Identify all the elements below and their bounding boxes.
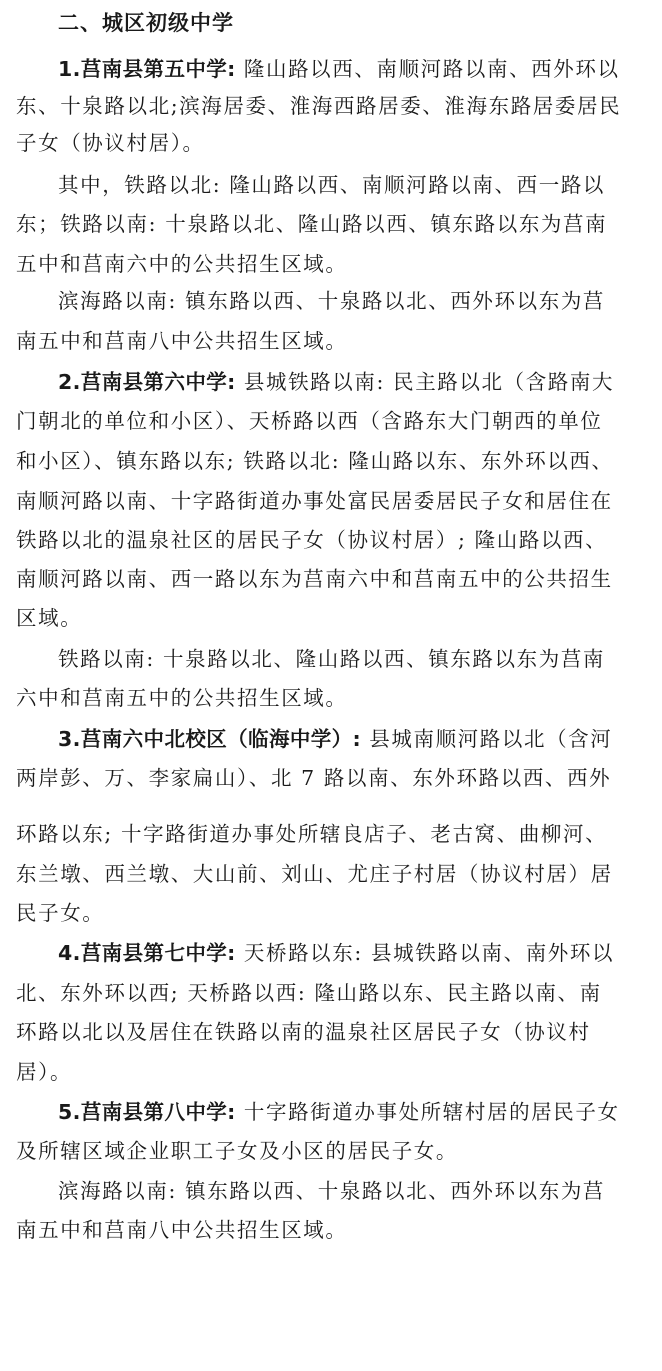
text-line (16, 603, 82, 633)
text-line (16, 486, 613, 516)
line-text: 六中和莒南五中的公共招生区域。 (16, 686, 348, 710)
text-line (16, 406, 602, 436)
line-text: 环路以东; 十字路街道办事处所辖良店子、老古窝、曲柳河、 (16, 822, 608, 846)
school-name: 3.莒南六中北校区（临海中学）: (58, 727, 362, 751)
line-text: 民子女。 (16, 901, 105, 925)
line-text: 滨海路以南: 镇东路以西、十泉路以北、西外环以东为莒 (58, 289, 606, 313)
line-text: 十字路街道办事处所辖村居的居民子女 (235, 1100, 620, 1124)
line-text: 南五中和莒南八中公共招生区域。 (16, 329, 348, 353)
line-text: 滨海路以南: 镇东路以西、十泉路以北、西外环以东为莒 (58, 1179, 606, 1203)
line-text: 及所辖区域企业职工子女及小区的居民子女。 (16, 1139, 458, 1163)
text-line (16, 128, 205, 158)
line-text: 北、东外环以西; 天桥路以西: 隆山路以东、民主路以南、南 (16, 981, 602, 1005)
text-line (16, 1057, 72, 1087)
text-line (58, 286, 605, 316)
text-line (58, 644, 605, 674)
line-text: 铁路以北的温泉社区的居民子女（协议村居）; 隆山路以西、 (16, 528, 608, 552)
line-text: 门朝北的单位和小区）、天桥路以西（含路东大门朝西的单位 (16, 409, 603, 433)
text-line (16, 683, 348, 713)
line-text: 县城南顺河路以北（含河 (361, 727, 613, 751)
line-text: 东、十泉路以北;滨海居委、淮海西路居委、淮海东路居委居民 (16, 94, 622, 118)
line-text: 天桥路以东: 县城铁路以南、南外环以 (235, 941, 615, 965)
text-line (16, 1136, 458, 1166)
text-line (16, 249, 348, 279)
line-text: 五中和莒南六中的公共招生区域。 (16, 252, 348, 276)
section-heading: 二、城区初级中学 (58, 11, 234, 35)
text-line (16, 978, 602, 1008)
text-line (16, 898, 104, 928)
line-text: 环路以北以及居住在铁路以南的温泉社区居民子女（协议村 (16, 1020, 591, 1044)
line-text: 东兰墩、西兰墩、大山前、刘山、尤庄子村居（协议村居）居 (16, 862, 613, 886)
text-line (16, 763, 611, 793)
line-text: 子女（协议村居）。 (16, 131, 205, 155)
text-line (58, 170, 605, 200)
school-name: 4.莒南县第七中学: (58, 941, 236, 965)
text-line (58, 54, 620, 84)
line-text: 南顺河路以南、西一路以东为莒南六中和莒南五中的公共招生 (16, 567, 613, 591)
line-text: 和小区）、镇东路以东; 铁路以北: 隆山路以东、东外环以西、 (16, 449, 614, 473)
school-name: 1.莒南县第五中学: (58, 57, 236, 81)
line-text: 居）。 (16, 1060, 73, 1084)
line-text: 铁路以南: 十泉路以北、隆山路以西、镇东路以东为莒南 (58, 647, 606, 671)
text-line (16, 1215, 348, 1245)
line-text: 两岸彭、万、李家扁山）、北 7 路以南、东外环路以西、西外 (16, 766, 612, 790)
text-line (16, 209, 607, 239)
text-line (58, 367, 614, 397)
text-line (16, 819, 607, 849)
line-text: 其中，铁路以北: 隆山路以西、南顺河路以南、西一路以 (58, 173, 606, 197)
line-text: 南顺河路以南、十字路街道办事处富民居委居民子女和居住在 (16, 489, 613, 513)
school-name: 2.莒南县第六中学: (58, 370, 236, 394)
text-line (16, 525, 607, 555)
line-text: 县城铁路以南: 民主路以北（含路南大 (235, 370, 615, 394)
text-line (58, 1176, 605, 1206)
text-line (16, 1017, 591, 1047)
school-name: 5.莒南县第八中学: (58, 1100, 236, 1124)
text-line (16, 564, 613, 594)
line-text: 隆山路以西、南顺河路以南、西外环以 (235, 57, 620, 81)
text-line (58, 938, 614, 968)
line-text: 南五中和莒南八中公共招生区域。 (16, 1218, 348, 1242)
text-line (16, 91, 621, 121)
text-line (16, 859, 613, 889)
line-text: 区域。 (16, 606, 83, 630)
text-line (58, 1097, 620, 1127)
line-text: 东；铁路以南: 十泉路以北、隆山路以西、镇东路以东为莒南 (16, 212, 608, 236)
text-line (58, 724, 612, 754)
text-line (16, 446, 614, 476)
text-line (16, 326, 348, 356)
